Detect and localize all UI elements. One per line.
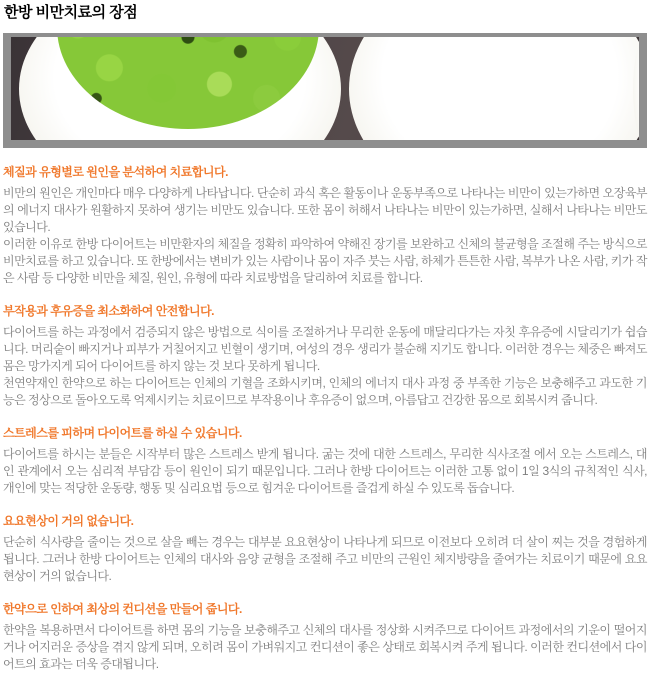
section-paragraph: 한약을 복용하면서 다이어트를 하면 몸의 기능을 보충해주고 신체의 대사를 정상화 시켜주므로 다이어트 과정에서의 기운이 떨어지거나 어지러운 증상을 겪지 않게 되며, 오히려 몸이 가벼워지고 컨디션이 좋은 상태로 회복시켜 주게 됩니다. 이러한 컨디션에서 다이어트의 효과는 더욱 증대됩니다. (3, 623, 647, 671)
section-heading: 스트레스를 피하며 다이어트를 하실 수 있습니다. (3, 426, 242, 440)
section-heading: 부작용과 후유증을 최소화하여 안전합니다. (3, 304, 214, 318)
section-paragraph: 비만의 원인은 개인마다 매우 다양하게 나타납니다. 단순히 과식 혹은 활동이나 운동부족으로 나타나는 비만이 있는가하면 오장육부의 에너지 대사가 원활하지 못하여 생기는 비만도 있습니다. 또한 몸이 허해서 나타나는 비만이 있는가하면, 실해서 나타나는 비만도 있습니다. (3, 186, 647, 234)
white-pot-left (19, 37, 341, 140)
section-paragraph: 이러한 이유로 한방 다이어트는 비만환자의 체질을 정확히 파악하여 약해진 장기를 보완하고 신체의 불균형을 조절해 주는 방식으로 비만치료를 하고 있습니다. 또 한방에서는 변비가 있는 사람이나 몸이 자주 붓는 사람, 하체가 튼튼한 사람, 복부가 나온 사람, 키가 작은 사람 등 다양한 비만을 체질, 원인, 유형에 따라 치료방법을 달리하여 치료를 합니다. (3, 237, 647, 285)
section-paragraph: 천연약재인 한약으로 하는 다이어트는 인체의 기혈을 조화시키며, 인체의 에너지 대사 과정 중 부족한 기능은 보충해주고 과도한 기능은 정상으로 돌아오도록 억제시키는 치료이므로 부작용이나 후유증이 없으며, 아름답고 건강한 몸으로 회복시켜 줍니다. (3, 376, 647, 407)
photo-frame (3, 33, 647, 148)
section-constitution-analysis (3, 165, 647, 287)
green-seedlings-left (57, 37, 319, 129)
section-paragraph: 다이어트를 하는 과정에서 검증되지 않은 방법으로 식이를 조절하거나 무리한 운동에 매달리다가는 자칫 후유증에 시달리기가 쉽습니다. 머리숱이 빠지거나 피부가 거칠어지고 빈혈이 생기며, 여성의 경우 생리가 불순해 지기도 합니다. 이러한 경우는 체중은 빠져도 몸은 망가지게 되어 다이어트를 하지 않는 것 보다 못하게 됩니다. (3, 325, 647, 373)
section-heading: 한약으로 인하여 최상의 컨디션을 만들어 줍니다. (3, 602, 242, 616)
herb-seedling-pots-photo (11, 37, 639, 140)
section-safety (3, 304, 647, 409)
section-heading: 체질과 유형별로 원인을 분석하여 치료합니다. (3, 165, 228, 179)
section-stress-free (3, 426, 647, 497)
section-no-yoyo (3, 514, 647, 585)
white-pot-right (349, 37, 639, 140)
section-paragraph: 다이어트를 하시는 분들은 시작부터 많은 스트레스 받게 됩니다. 굶는 것에 대한 스트레스, 무리한 식사조절 에서 오는 스트레스, 대인 관계에서 오는 심리적 부담감 등이 원인이 되기 때문입니다. 그러나 한방 다이어트는 이러한 고통 없이 1일 3식의 규칙적인 식사, 개인에 맞는 적당한 운동량, 행동 및 심리요법 등으로 힘겨운 다이어트를 즐겁게 하실 수 있도록 돕습니다. (3, 447, 647, 495)
section-paragraph: 단순히 식사량을 줄이는 것으로 살을 빼는 경우는 대부분 요요현상이 나타나게 되므로 이전보다 오히려 더 살이 찌는 것을 경험하게 됩니다. 그러나 한방 다이어트는 인체의 대사와 음양 균형을 조절해 주고 비만의 근원인 체지방량을 줄여가는 치료이기 때문에 요요현상이 거의 없습니다. (3, 535, 647, 583)
section-heading: 요요현상이 거의 없습니다. (3, 514, 134, 528)
section-best-condition (3, 602, 647, 673)
page-title: 한방 비만치료의 장점 (4, 4, 138, 21)
